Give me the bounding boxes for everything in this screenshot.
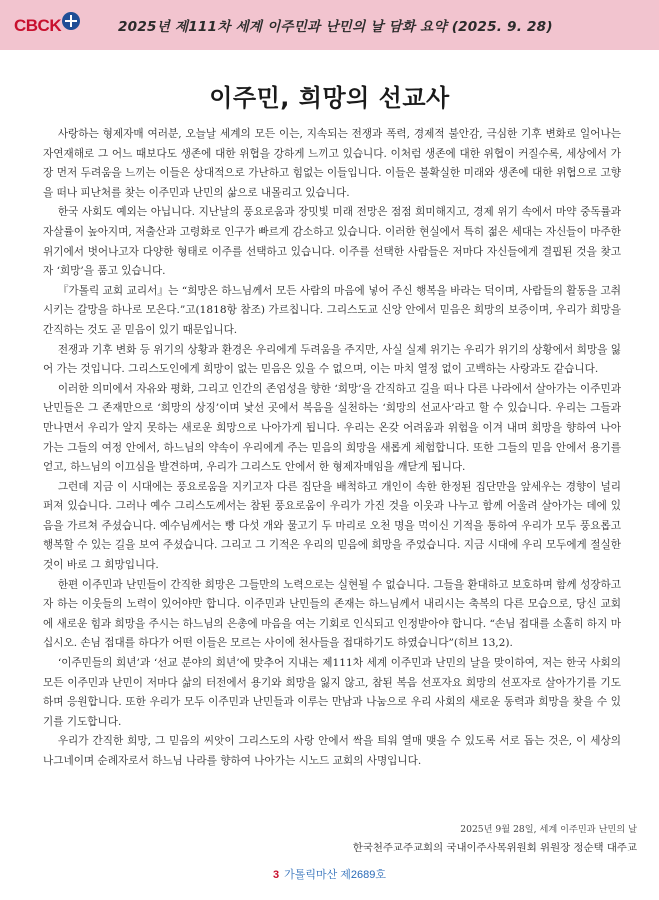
paragraph-8: ‘이주민들의 희년’과 ‘선교 분야의 희년’에 맞추어 지내는 제111차 세계 이주민과 난민의 날을 맞이하여, 저는 한국 사회의 모든 이주민과 난민이 저마다 삶의 터전에서 용기와 희망을 잃지 않고, 참된 복음 선포자요 희망의 선포자로 살아가기를 기도하며 응원합니다. 또한 우리가 모두 이주민과 난민들과 이루는 만남과 나눔으로 우리 사회의 새로운 동력과 희망을 찾을 수 있기를 기도합니다. <box>43 657 621 728</box>
logo-text: CBCK <box>14 16 62 35</box>
signature-date: 2025년 9월 28일, 세계 이주민과 난민의 날 <box>460 824 637 835</box>
paragraph-2: 한국 사회도 예외는 아닙니다. 지난날의 풍요로움과 장밋빛 미래 전망은 점점 희미해지고, 경제 위기 속에서 마약 중독률과 자살률이 높아지며, 저출산과 고령화로 인구가 빠르게 감소하고 있습니다. 이러한 현실에서 특히 젊은 세대는 자신들이 마주한 위기에서 벗어나고자 다양한 형태로 이주를 선택하고 있습니다. 이주를 선택한 사람들은 저마다 자신들에게 결핍된 것을 찾고자 ‘희망’을 품고 있습니다. <box>43 206 621 278</box>
header-title: 2025년 제111차 세계 이주민과 난민의 날 담화 요약 (2025. 9. 28) <box>118 19 553 35</box>
paragraph-4: 전쟁과 기후 변화 등 위기의 상황과 환경은 우리에게 두려움을 주지만, 사실 실제 위기는 우리가 위기의 상황에서 희망을 잃어 가는 것입니다. 그리스도인에게 희망이 없는 믿음은 있을 수 없으며, 이는 마치 열정 없이 고백하는 사랑과도 같습니다. <box>43 343 621 376</box>
paragraph-7: 한편 이주민과 난민들이 간직한 희망은 그들만의 노력으로는 실현될 수 없습니다. 그들을 환대하고 보호하며 함께 성장하고자 하는 이웃들의 노력이 있어야만 합니다. 이주민과 난민들의 존재는 하느님께서 내리시는 축복의 다른 모습으로, 당신 교회에 새로운 힘과 희망을 주시는 하느님의 은총에 마음을 여는 기회로 인식되고 인정받아야 합니다. “손님 접대를 소홀히 하지 마십시오. 손님 접대를 하다가 어떤 이들은 모르는 사이에 천사들을 접대하기도 하였습니다”(히브 13,2). <box>43 578 621 650</box>
paragraph-3: 『가톨릭 교회 교리서』는 “희망은 하느님께서 모든 사람의 마음에 넣어 주신 행복을 바라는 덕이며, 사람들의 활동을 고취시키는 갈망을 하나로 모은다.”고(1818항 참조) 가르칩니다. 그리스도교 신앙 안에서 믿음은 희망의 보증이며, 우리가 희망을 간직하는 것도 곧 믿음이 있기 때문입니다. <box>43 284 621 336</box>
message-body <box>43 125 621 772</box>
cbck-logo <box>14 14 80 38</box>
paragraph-1: 사랑하는 형제자매 여러분, 오늘날 세계의 모든 이는, 지속되는 전쟁과 폭력, 경제적 불안감, 극심한 기후 변화로 일어나는 자연재해로 그 어느 때보다도 생존에 대한 위협을 강하게 느끼고 있습니다. 이처럼 생존에 대한 위협이 커질수록, 세상에서 가장 먼저 두려움을 느끼는 이들은 상대적으로 가난하고 힘없는 이들입니다. 이들은 불확실한 미래와 생존에 대한 위협으로 고향을 떠나 피난처를 찾는 이주민과 난민의 삶으로 내몰리고 있습니다. <box>43 128 621 199</box>
header-band <box>0 0 659 50</box>
page-footer <box>0 866 659 882</box>
signature-block <box>353 822 637 858</box>
signature-author: 한국천주교주교회의 국내이주사목위원회 위원장 정순택 대주교 <box>352 842 637 854</box>
document-title: 이주민, 희망의 선교사 <box>209 84 450 112</box>
publication-name: 가톨릭마산 제2689호 <box>284 869 387 881</box>
paragraph-6: 그런데 지금 이 시대에는 풍요로움을 지키고자 다른 집단을 배척하고 개인이 속한 한정된 집단만을 앞세우는 경향이 널리 퍼져 있습니다. 그러나 예수 그리스도께서는 참된 풍요로움이 우리가 가진 것을 이웃과 나누고 함께 어울려 살아가는 데에 있음을 가르쳐 주셨습니다. 예수님께서는 빵 다섯 개와 물고기 두 마리로 오천 명을 먹이신 기적을 통하여 우리가 모두 풍요롭고 행복할 수 있는 길을 보여 주셨습니다. 그리고 그 기적은 우리의 믿음에 희망을 주었습니다. 지금 시대에 우리 모두에게 절실한 것이 바로 그 희망입니다. <box>43 480 621 572</box>
cross-icon <box>62 12 80 30</box>
paragraph-5: 이러한 의미에서 자유와 평화, 그리고 인간의 존엄성을 향한 ‘희망’을 간직하고 길을 떠나 다른 나라에서 살아가는 이주민과 난민들은 그 존재만으로 ‘희망의 상징’이며 낯선 곳에서 복음을 실천하는 ‘희망의 선교사’라고 할 수 있습니다. 우리는 그들과 만나면서 우리가 알지 못하는 새로운 희망으로 나아가게 됩니다. 우리는 온갖 어려움과 위험을 이겨 내며 희망을 향하여 나아가는 그들의 여정 안에서, 하느님의 약속이 우리에게 주는 믿음의 희망을 새롭게 체험합니다. 또한 그들의 믿음 안에서 용기를 얻고, 하느님의 이끄심을 발견하며, 우리가 그리스도 안에서 한 형제자매임을 깨닫게 됩니다. <box>43 382 621 474</box>
page-number: 3 <box>272 869 280 881</box>
paragraph-9: 우리가 간직한 희망, 그 믿음의 씨앗이 그리스도의 사랑 안에서 싹을 틔워 열매 맺을 수 있도록 서로 돕는 것은, 이 세상의 나그네이며 순례자로서 하느님 나라를 향하여 나아가는 시노드 교회의 사명입니다. <box>43 735 621 767</box>
